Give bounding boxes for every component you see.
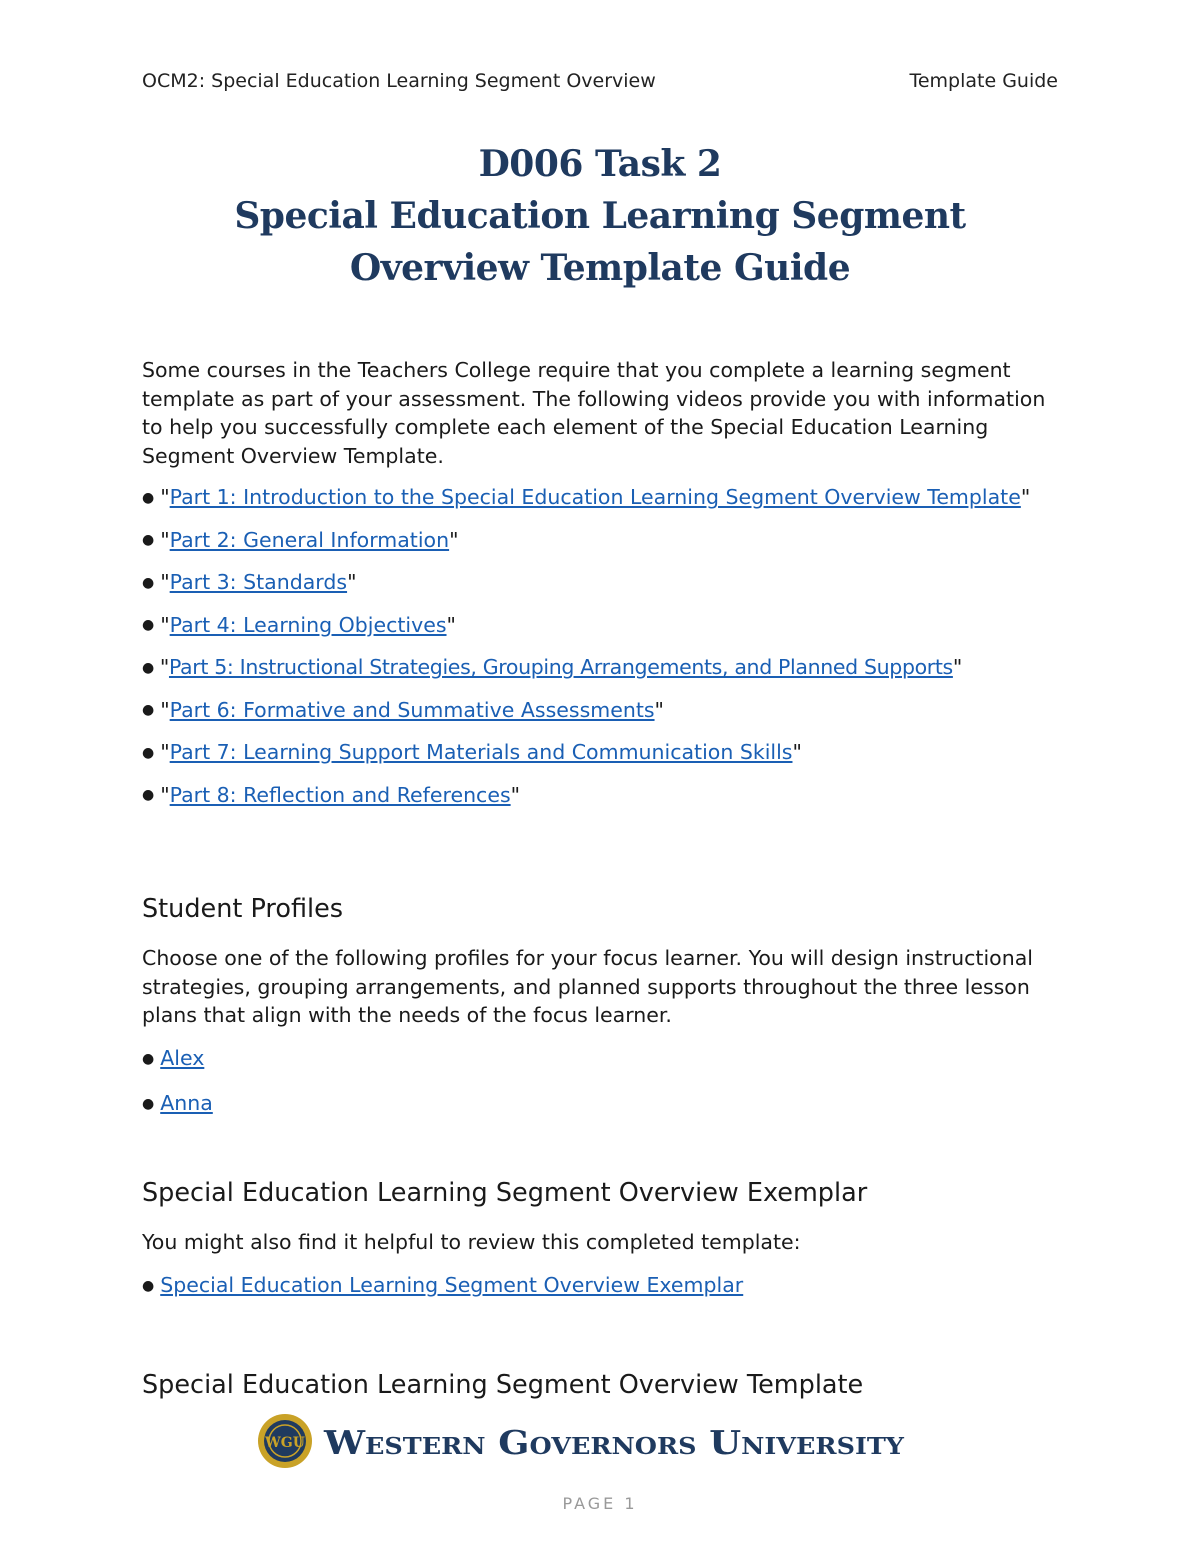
list-item: ● "Part 5: Instructional Strategies, Grouping Arrangements, and Planned Supports" (142, 655, 962, 679)
header-document-title: OCM2: Special Education Learning Segment Overview (142, 70, 656, 92)
list-item: ● "Part 4: Learning Objectives" (142, 612, 456, 637)
exemplar-text: You might also find it helpful to review this completed template: (142, 1230, 801, 1254)
list-item: ● "Part 1: Introduction to the Special Education Learning Segment Overview Template" (142, 485, 1031, 509)
video-link-part-4[interactable]: Part 4: Learning Objectives (169, 612, 447, 637)
list-item: ● Alex (142, 1046, 205, 1070)
list-item: ● "Part 2: General Information" (142, 527, 459, 552)
page-title (0, 138, 1200, 294)
wgu-seal-text: WGU (265, 1435, 305, 1451)
list-item: ● "Part 6: Formative and Summative Assessments" (142, 697, 664, 722)
title-line-1: D006 Task 2 (478, 143, 722, 185)
profile-link-list (142, 1044, 213, 1134)
list-item: ● Special Education Learning Segment Overview Exemplar (142, 1273, 744, 1297)
list-item: ● "Part 8: Reflection and References" (142, 782, 521, 807)
intro-paragraph: Some courses in the Teachers College require that you complete a learning segment template as part of your assessment. The following videos provide you with information to help you successfully complete each element of the Special Education Learning Segment Overview Template. (142, 358, 1046, 468)
profile-link-alex[interactable]: Alex (160, 1046, 205, 1070)
list-item: ● Anna (142, 1091, 213, 1115)
video-link-part-5[interactable]: Part 5: Instructional Strategies, Grouping Arrangements, and Planned Supports (168, 655, 953, 679)
video-link-part-8[interactable]: Part 8: Reflection and References (169, 782, 511, 807)
video-link-part-7[interactable]: Part 7: Learning Support Materials and Communication Skills (169, 740, 793, 764)
video-link-part-3[interactable]: Part 3: Standards (169, 570, 348, 594)
exemplar-link[interactable]: Special Education Learning Segment Overview Exemplar (160, 1273, 744, 1297)
header-template-guide: Template Guide (909, 70, 1058, 92)
exemplar-link-list (142, 1271, 743, 1316)
student-profiles-text: Choose one of the following profiles for your focus learner. You will design instructional strategies, grouping arrangements, and planned supports throughout the three lesson plans that align with the needs of the focus learner. (142, 946, 1033, 1027)
video-link-part-6[interactable]: Part 6: Formative and Summative Assessments (169, 697, 655, 722)
title-line-3: Overview Template Guide (349, 247, 851, 289)
wgu-logo (256, 1412, 916, 1470)
page-number: PAGE 1 (562, 1494, 638, 1513)
student-profiles-heading: Student Profiles (142, 894, 344, 924)
exemplar-heading: Special Education Learning Segment Overview Exemplar (142, 1178, 868, 1208)
template-heading: Special Education Learning Segment Overview Template (142, 1370, 864, 1400)
title-line-2: Special Education Learning Segment (234, 195, 966, 237)
video-link-part-1[interactable]: Part 1: Introduction to the Special Education Learning Segment Overview Template (169, 485, 1021, 509)
list-item: ● "Part 3: Standards" (142, 570, 357, 594)
video-link-part-2[interactable]: Part 2: General Information (169, 527, 450, 552)
list-item: ● "Part 7: Learning Support Materials and Communication Skills" (142, 740, 802, 764)
wgu-logo-text: Western Governors University (322, 1423, 905, 1462)
profile-link-anna[interactable]: Anna (160, 1091, 213, 1115)
video-link-list (142, 484, 1072, 824)
